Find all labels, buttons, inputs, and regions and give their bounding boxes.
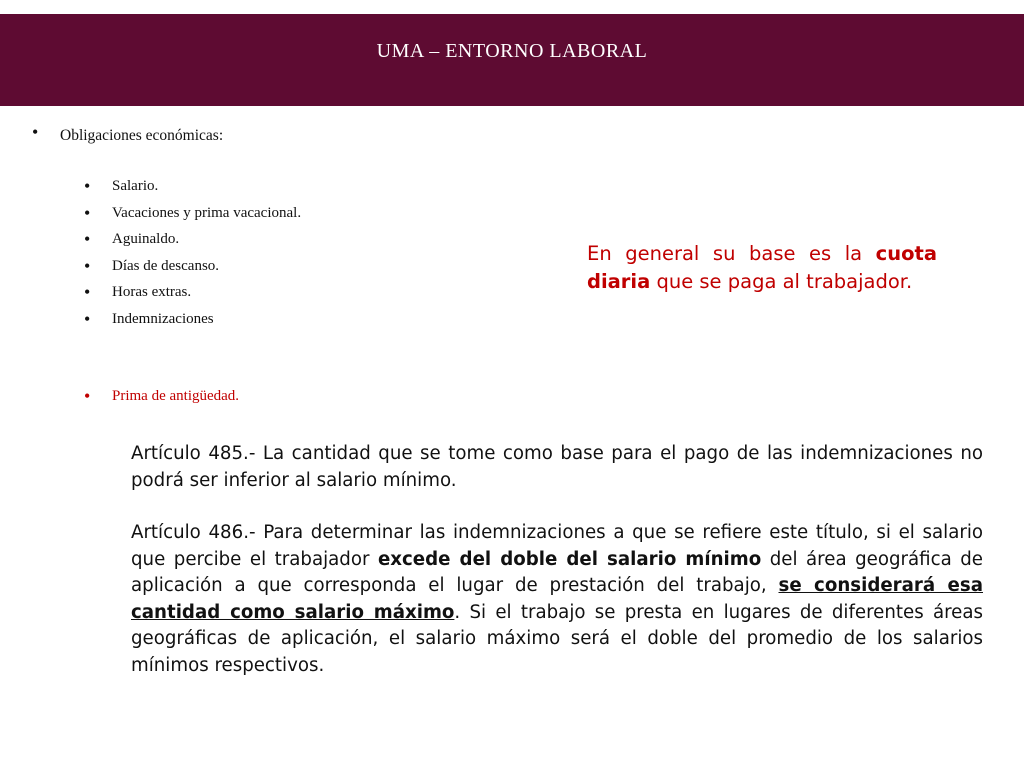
article-486-bold: excede del doble del salario mínimo <box>377 548 762 570</box>
bullet-icon: • <box>84 282 91 302</box>
bullet-icon: • <box>84 176 91 196</box>
list-item-label: Salario. <box>112 178 159 194</box>
callout-text: En general su base es la <box>587 242 876 265</box>
article-486-text-end: . Si el trabajo se presta en lugares de diferentes áreas geográficas de aplicación, el salario máximo será el doble del promedio de los salarios mínimos respectivos. <box>131 601 983 676</box>
list-item-label: Vacaciones y prima vacacional. <box>112 204 302 221</box>
list-item <box>84 202 302 232</box>
list-item-label: Días de descanso. <box>112 257 220 274</box>
article-486 <box>131 520 983 679</box>
list-item-label: Indemnizaciones <box>112 310 214 327</box>
obligations-list <box>84 178 301 337</box>
callout-text-end: que se paga al trabajador. <box>650 270 913 293</box>
bullet-icon: • <box>84 229 91 249</box>
list-item <box>84 255 301 285</box>
article-486-bold-underlined: se considerará esa cantidad como salario máximo <box>131 575 983 623</box>
list-item <box>84 284 301 311</box>
highlighted-list-item <box>84 388 239 405</box>
article-486-text: Artículo 486.- Para determinar las indemnizaciones a que se refiere este título, si el salario que percibe el trabajador <box>131 522 983 570</box>
main-bullet-label: Obligaciones económicas: <box>60 127 224 144</box>
list-item <box>84 231 301 258</box>
bullet-icon: • <box>84 386 91 406</box>
article-486-text-mid: del área geográfica de aplicación a que corresponda el lugar de prestación del trabajo, <box>131 548 983 596</box>
list-item-label: Horas extras. <box>112 284 192 300</box>
callout-note <box>587 240 937 296</box>
article-485: Artículo 485.- La cantidad que se tome como base para el pago de las indemnizaciones no podrá ser inferior al salario mínimo. <box>131 443 983 491</box>
bullet-icon: • <box>32 122 39 142</box>
bullet-icon: • <box>84 202 91 223</box>
slide-title: UMA – ENTORNO LABORAL <box>376 40 648 62</box>
list-item <box>84 308 301 338</box>
bullet-icon: • <box>84 308 91 329</box>
callout-bold-text: cuota diaria <box>587 242 937 293</box>
highlighted-item-label: Prima de antigüedad. <box>112 388 240 404</box>
list-item <box>84 178 301 205</box>
list-item-label: Aguinaldo. <box>112 231 180 247</box>
bullet-icon: • <box>84 255 91 276</box>
